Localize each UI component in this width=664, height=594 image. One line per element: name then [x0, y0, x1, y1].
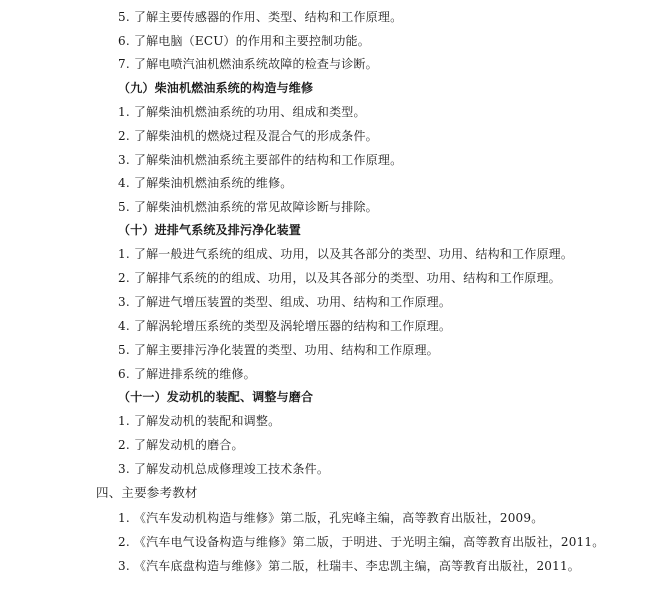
references-heading: 四、主要参考教材 [96, 485, 198, 500]
list-item: 5. 了解主要传感器的作用、类型、结构和工作原理。 [118, 10, 403, 24]
list-item: 7. 了解电喷汽油机燃油系统故障的检查与诊断。 [118, 57, 378, 71]
reference-item: 3. 《汽车底盘构造与维修》第二版，杜瑞丰、李忠凯主编，高等教育出版社，2011。 [118, 559, 581, 573]
list-item: 5. 了解主要排污净化装置的类型、功用、结构和工作原理。 [118, 343, 439, 357]
list-item: 2. 了解排气系统的的组成、功用，以及其各部分的类型、功用、结构和工作原理。 [118, 271, 561, 285]
section-heading-10: （十）进排气系统及排污净化装置 [118, 223, 302, 237]
list-item: 3. 了解发动机总成修理竣工技术条件。 [118, 462, 330, 476]
list-item: 4. 了解柴油机燃油系统的维修。 [118, 176, 293, 190]
list-item: 3. 了解进气增压装置的类型、组成、功用、结构和工作原理。 [118, 295, 452, 309]
list-item: 2. 了解柴油机的燃烧过程及混合气的形成条件。 [118, 129, 378, 143]
reference-item: 2. 《汽车电气设备构造与维修》第二版，于明进、于光明主编，高等教育出版社，2011。 [118, 535, 605, 549]
section-heading-11: （十一）发动机的装配、调整与磨合 [118, 390, 314, 404]
list-item: 1. 了解一般进气系统的组成、功用，以及其各部分的类型、功用、结构和工作原理。 [118, 247, 574, 261]
list-item: 4. 了解涡轮增压系统的类型及涡轮增压器的结构和工作原理。 [118, 319, 452, 333]
list-item: 6. 了解电脑（ECU）的作用和主要控制功能。 [118, 34, 370, 48]
reference-item: 1. 《汽车发动机构造与维修》第二版，孔宪峰主编，高等教育出版社，2009。 [118, 511, 544, 525]
list-item: 2. 了解发动机的磨合。 [118, 438, 244, 452]
list-item: 1. 了解发动机的装配和调整。 [118, 414, 281, 428]
section-heading-9: （九）柴油机燃油系统的构造与维修 [118, 81, 314, 95]
list-item: 6. 了解进排系统的维修。 [118, 367, 256, 381]
list-item: 1. 了解柴油机燃油系统的功用、组成和类型。 [118, 105, 366, 119]
list-item: 5. 了解柴油机燃油系统的常见故障诊断与排除。 [118, 200, 378, 214]
list-item: 3. 了解柴油机燃油系统主要部件的结构和工作原理。 [118, 153, 403, 167]
